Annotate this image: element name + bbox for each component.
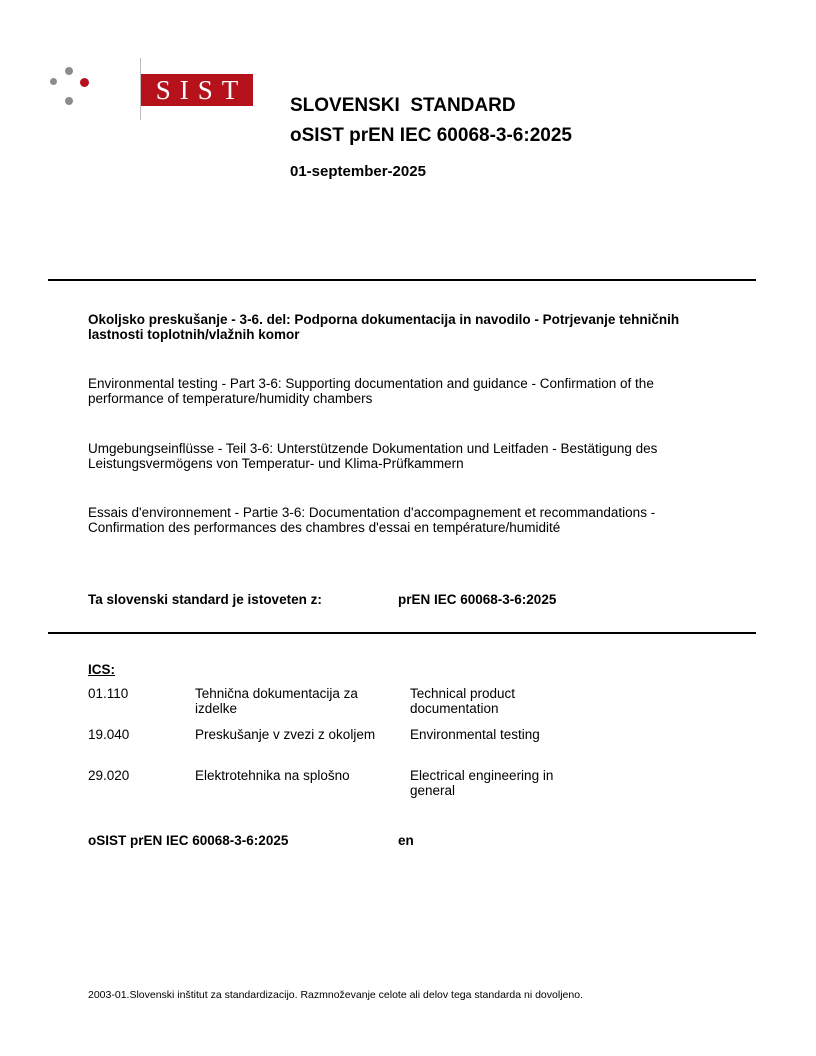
copyright-notice: 2003-01.Slovenski inštitut za standardizacijo. Razmnoževanje celote ali delov tega standarda ni dovoljeno. (88, 989, 583, 1001)
ics-title-sl: Preskušanje v zvezi z okoljem (195, 727, 376, 742)
title-french: Essais d'environnement - Partie 3-6: Documentation d'accompagnement et recommandations - Confirmation des performances des chambres d'essai en température/humidité (88, 505, 656, 535)
ics-code: 19.040 (88, 727, 130, 742)
standard-code: oSIST prEN IEC 60068-3-6:2025 (290, 125, 572, 146)
logo-dot-icon (65, 67, 73, 75)
top-divider (48, 279, 756, 281)
ics-code: 01.110 (88, 686, 129, 701)
logo-dot-icon (80, 78, 89, 87)
ics-title-en: Technical product documentation (410, 686, 516, 716)
bottom-divider (48, 632, 756, 634)
footer-language: en (398, 833, 414, 848)
identical-label: Ta slovenski standard je istoveten z: (88, 592, 322, 607)
logo-dot-icon (50, 78, 57, 85)
title-slovenian: Okoljsko preskušanje - 3-6. del: Podporna dokumentacija in navodilo - Potrjevanje tehničnih lastnosti toplotnih/vlažnih komor (88, 312, 680, 342)
title-english: Environmental testing - Part 3-6: Supporting documentation and guidance - Confirmation of the performance of temperature/humidity chambers (88, 376, 654, 406)
publication-date: 01-september-2025 (290, 163, 426, 180)
ics-title-en: Electrical engineering in general (410, 768, 554, 798)
document-type-title: SLOVENSKI STANDARD (290, 95, 516, 116)
ics-title-en: Environmental testing (410, 727, 540, 742)
ics-code: 29.020 (88, 768, 130, 783)
logo-wordmark: SIST (141, 74, 253, 106)
sist-logo (48, 58, 248, 120)
ics-title-sl: Elektrotehnika na splošno (195, 768, 350, 783)
ics-title-sl: Tehnična dokumentacija za izdelke (195, 686, 358, 716)
identical-value: prEN IEC 60068-3-6:2025 (398, 592, 557, 607)
title-german: Umgebungseinflüsse - Teil 3-6: Unterstützende Dokumentation und Leitfaden - Bestätigung des Leistungsvermögens von Temperatur- und Klima-Prüfkammern (88, 441, 658, 471)
ics-label: ICS: (88, 662, 115, 677)
footer-standard-code: oSIST prEN IEC 60068-3-6:2025 (88, 833, 289, 848)
logo-dot-icon (65, 97, 73, 105)
logo-divider (140, 58, 141, 120)
